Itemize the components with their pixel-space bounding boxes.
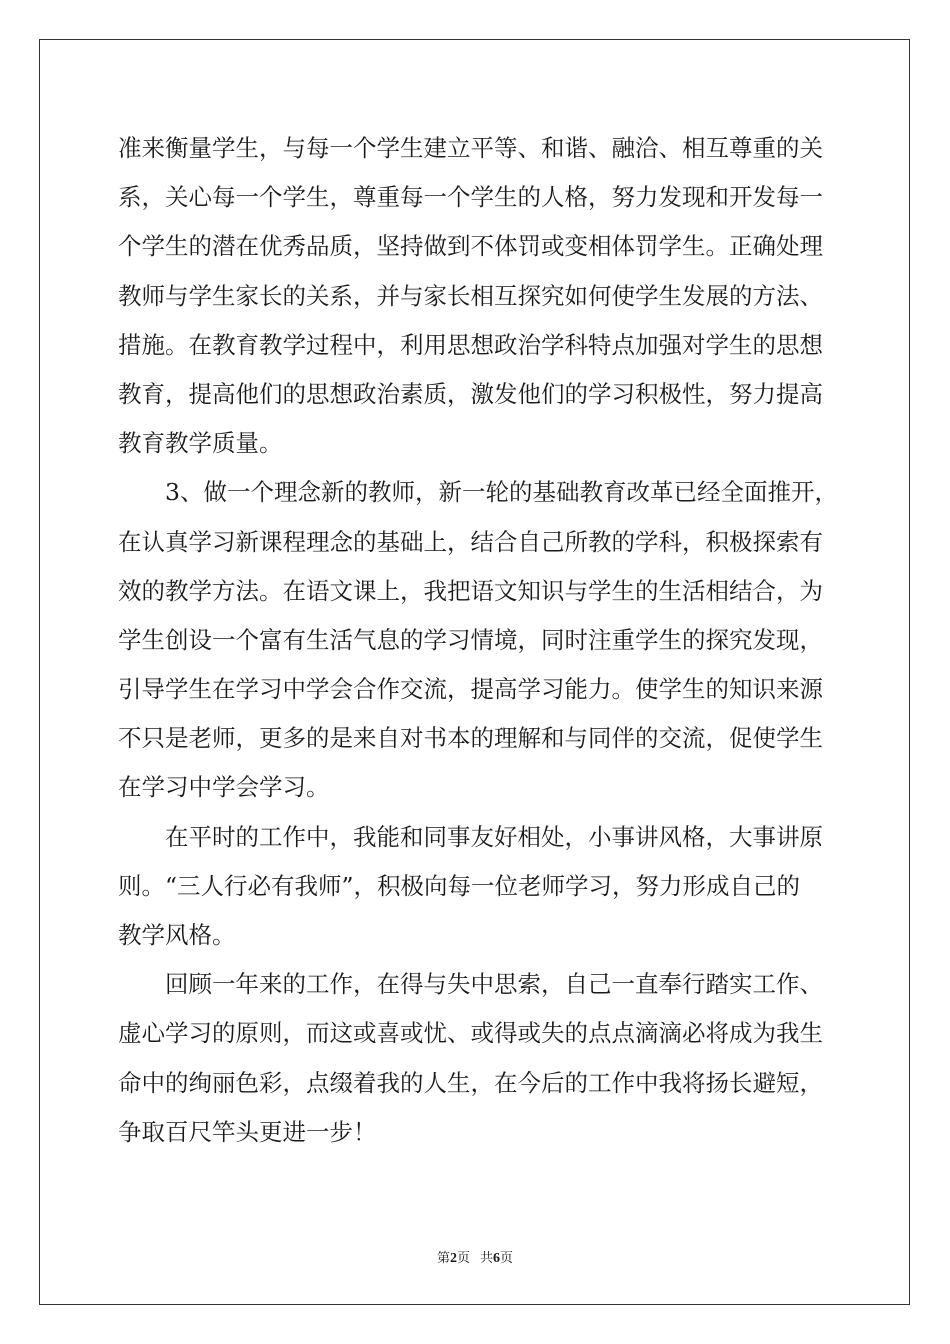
text-line: 学生创设一个富有生活气息的学习情境，同时注重学生的探究发现，	[118, 625, 823, 654]
text-line: 系，关心每一个学生，尊重每一个学生的人格，努力发现和开发每一	[118, 183, 823, 212]
text-line: 3、做一个理念新的教师，新一轮的基础教育改革已经全面推开，	[118, 478, 838, 507]
text-line: 效的教学方法。在语文课上，我把语文知识与学生的生活相结合，为	[118, 576, 823, 605]
text-line: 争取百尺竿头更进一步！	[118, 1117, 377, 1146]
text-line: 命中的绚丽色彩，点缀着我的人生，在今后的工作中我将扬长避短，	[118, 1068, 823, 1097]
text-line: 则。“三人行必有我师”，积极向每一位老师学习，努力形成自己的	[118, 871, 801, 900]
text-line: 准来衡量学生，与每一个学生建立平等、和谐、融洽、相互尊重的关	[118, 134, 823, 162]
total-prefix: 共	[480, 1251, 494, 1266]
text-line: 虚心学习的原则，而这或喜或忧、或得或失的点点滴滴必将成为我生	[118, 1019, 823, 1048]
page-suffix: 页	[456, 1251, 470, 1266]
text-line: 回顾一年来的工作，在得与失中思索，自己一直奉行踏实工作、	[118, 970, 823, 999]
document-body	[118, 124, 838, 1157]
text-line: 不只是老师，更多的是来自对书本的理解和与同伴的交流，促使学生	[118, 724, 823, 753]
text-line: 教学风格。	[118, 921, 236, 949]
text-line: 措施。在教育教学过程中，利用思想政治学科特点加强对学生的思想	[118, 330, 823, 359]
page-prefix: 第	[436, 1251, 450, 1266]
text-line: 教师与学生家长的关系，并与家长相互探究如何使学生发展的方法、	[118, 281, 823, 310]
page-footer	[0, 1247, 950, 1267]
total-suffix: 页	[500, 1251, 514, 1266]
text-line: 在学习中学会学习。	[118, 773, 330, 802]
text-line: 个学生的潜在优秀品质，坚持做到不体罚或变相体罚学生。正确处理	[118, 232, 823, 261]
text-line: 在平时的工作中，我能和同事友好相处，小事讲风格，大事讲原	[118, 822, 823, 851]
total-pages: 6	[493, 1251, 501, 1266]
text-line: 教育教学质量。	[118, 429, 283, 458]
text-line: 在认真学习新课程理念的基础上，结合自己所教的学科，积极探索有	[118, 527, 823, 556]
text-line: 引导学生在学习中学会合作交流，提高学习能力。使学生的知识来源	[118, 675, 823, 704]
page-number: 2	[449, 1251, 457, 1266]
text-line: 教育，提高他们的思想政治素质，激发他们的学习积极性，努力提高	[118, 379, 823, 408]
